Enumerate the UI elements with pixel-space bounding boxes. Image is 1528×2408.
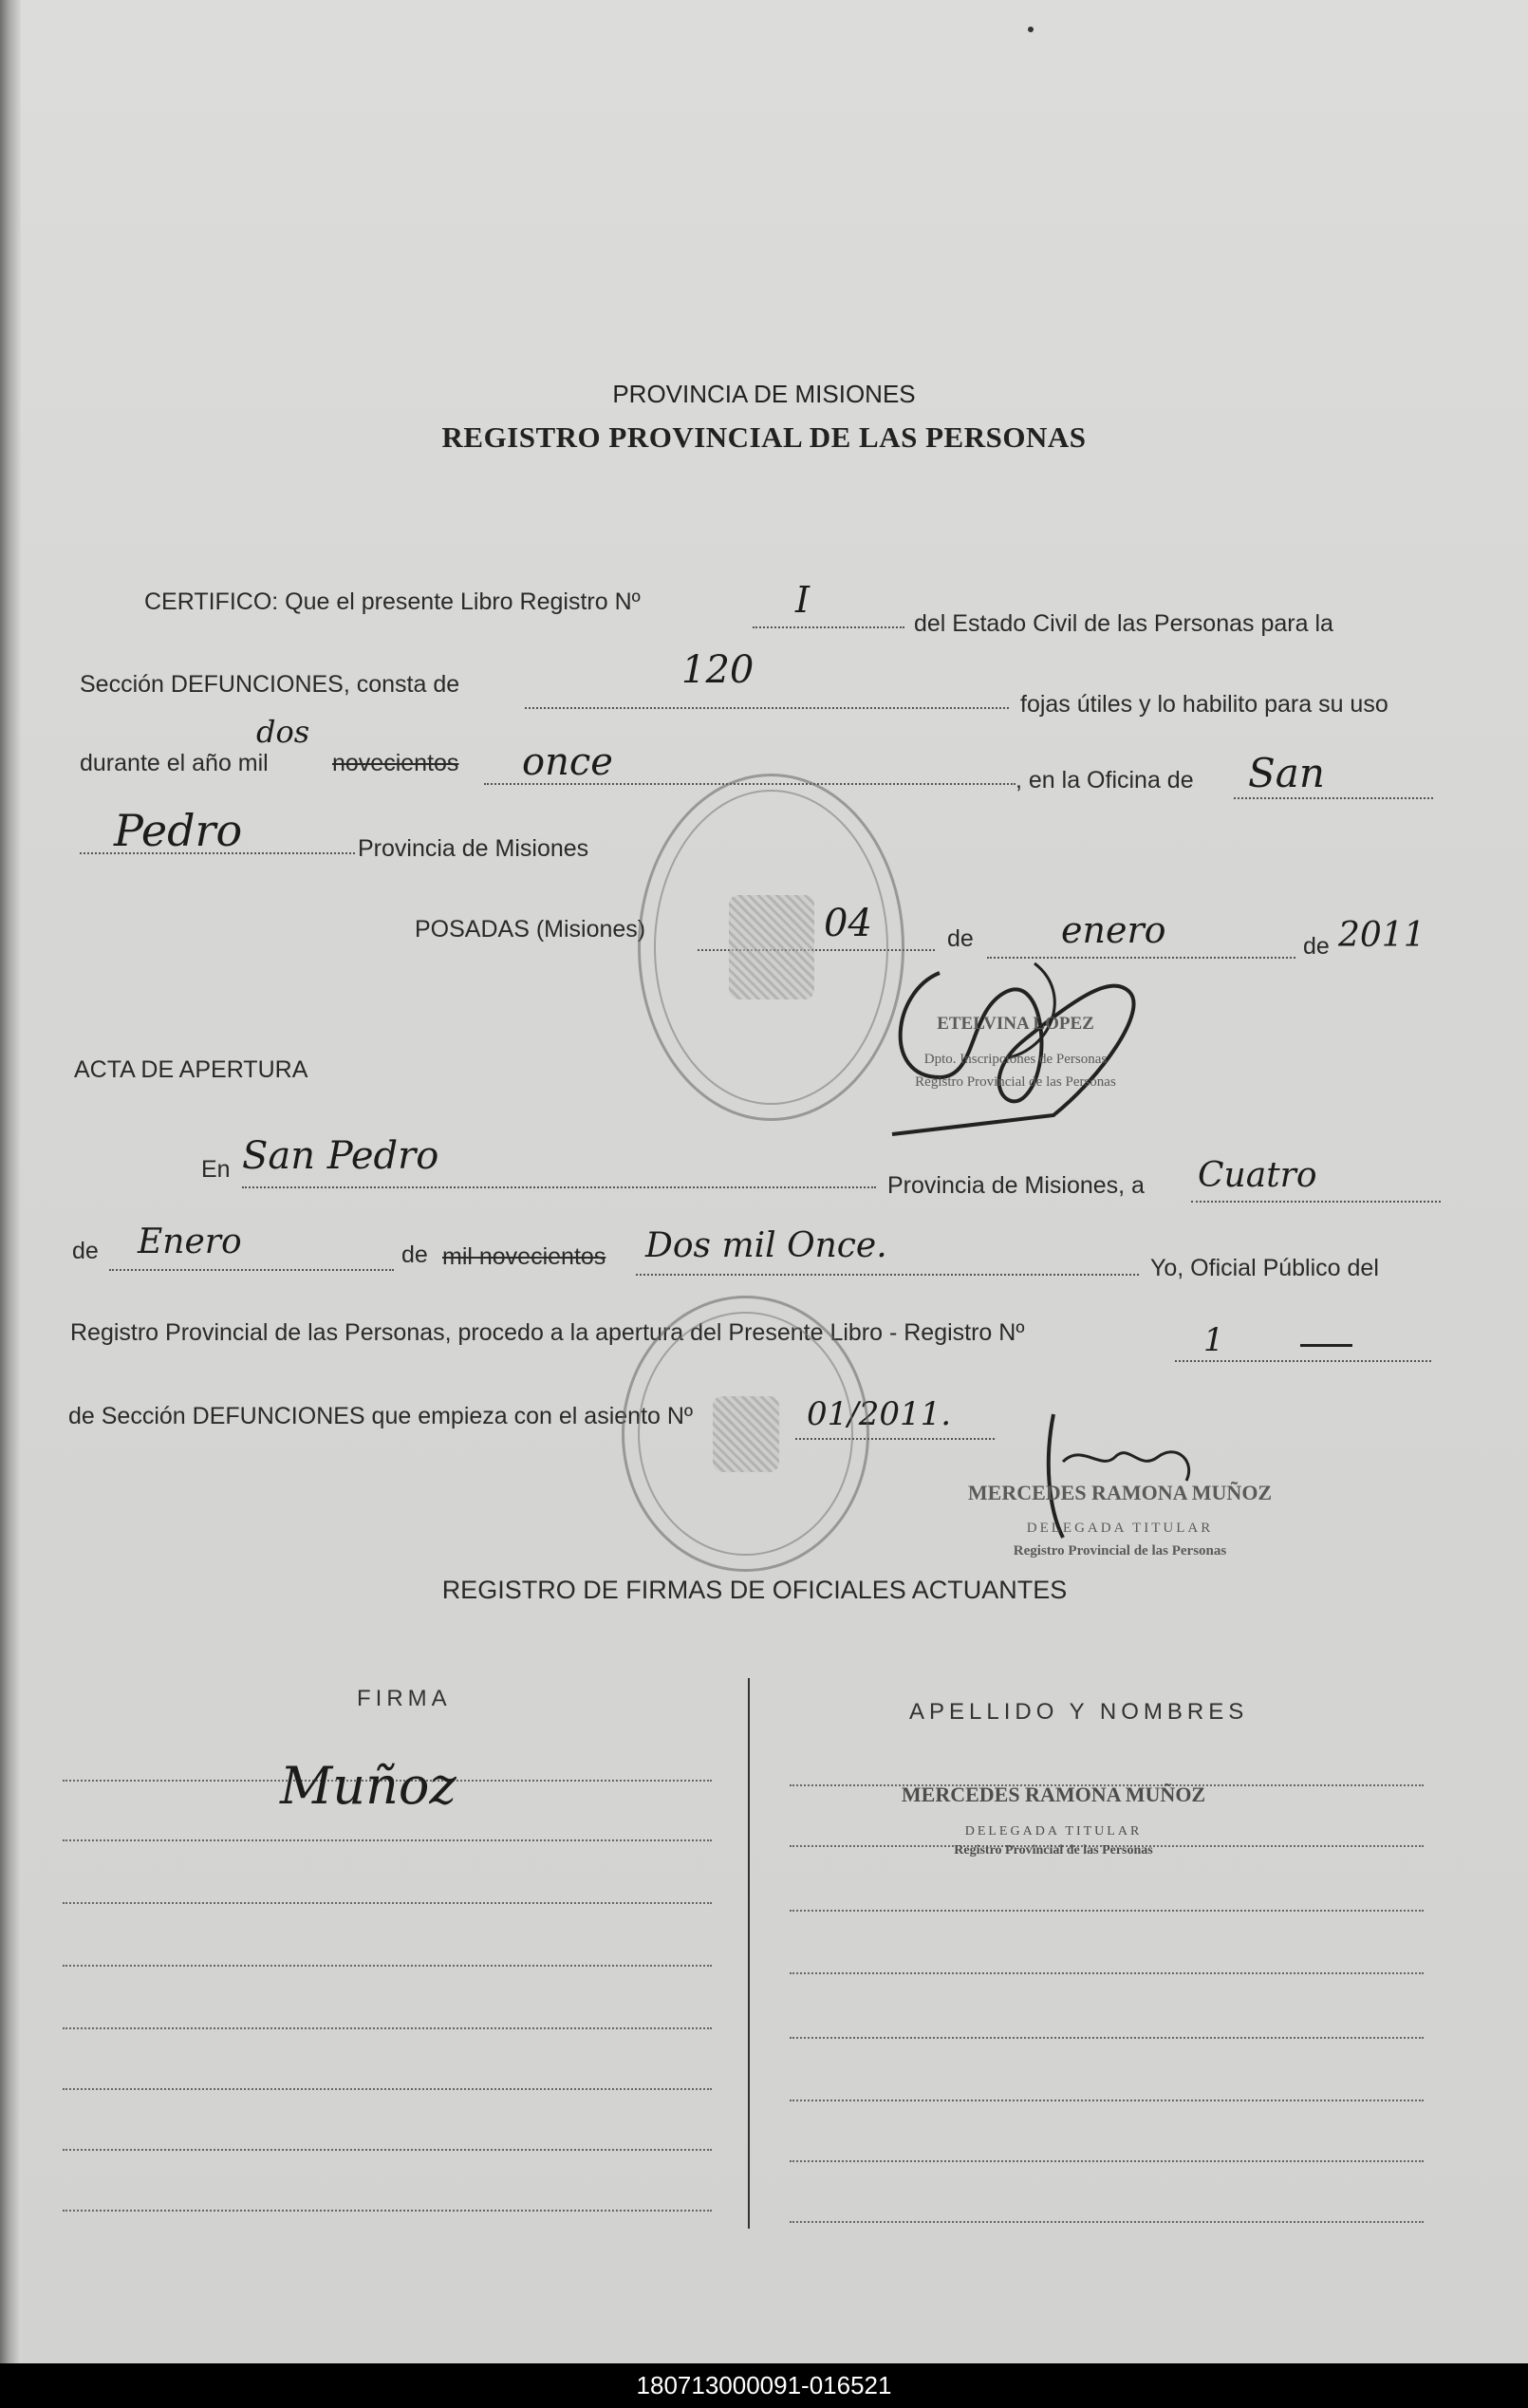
signature-scribble-1 <box>864 935 1177 1144</box>
signatory-1-name: ETELVINA LOPEZ <box>937 1014 1094 1034</box>
cert-line2-label: Sección DEFUNCIONES, consta de <box>80 671 460 698</box>
de-label-2: de <box>1303 933 1330 960</box>
book-number-handwritten: I <box>795 579 811 621</box>
cert-line1-label: CERTIFICO: Que el presente Libro Registro Nº <box>144 588 641 615</box>
apertura-title: ACTA DE APERTURA <box>74 1056 308 1083</box>
dotted-line <box>1191 1201 1441 1203</box>
apertura-de-label-1: de <box>72 1238 99 1264</box>
dotted-line <box>109 1269 394 1271</box>
cert-line3-label: durante el año mil <box>80 750 269 776</box>
nombres-row-line <box>790 2160 1424 2162</box>
dotted-line <box>242 1186 876 1188</box>
month-handwritten: enero <box>1061 909 1166 951</box>
place-label: POSADAS (Misiones) <box>415 916 646 943</box>
document-id-footer: 180713000091-016521 <box>0 2363 1528 2408</box>
column-divider <box>748 1678 750 2229</box>
firma-row-line <box>63 1965 712 1967</box>
firma-row-line <box>63 2027 712 2029</box>
apertura-day-handwritten: Cuatro <box>1198 1156 1317 1195</box>
apertura-month-handwritten: Enero <box>138 1223 242 1261</box>
firma-row-line <box>63 2088 712 2090</box>
firma-row-line <box>63 2210 712 2212</box>
name-stamp-line3: Registro Provincial de las Personas <box>954 1843 1153 1857</box>
page-edge-shadow <box>0 0 21 2363</box>
firma-signature-handwritten: Muñoz <box>280 1756 457 1816</box>
dotted-line <box>1175 1360 1431 1362</box>
firmas-title: REGISTRO DE FIRMAS DE OFICIALES ACTUANTES <box>441 1576 1068 1604</box>
signatory-2-registry: Registro Provincial de las Personas <box>1013 1543 1227 1559</box>
apertura-de-label-2: de <box>401 1241 428 1268</box>
dotted-line <box>636 1274 1139 1276</box>
column-header-firma: FIRMA <box>357 1686 452 1711</box>
nombres-row-line <box>790 1972 1424 1974</box>
apertura-province-label: Provincia de Misiones, a <box>887 1172 1145 1199</box>
folios-handwritten: 120 <box>681 648 755 692</box>
signatory-1-role: Dpto. Inscripciones de Personas <box>923 1052 1108 1067</box>
apertura-year-handwritten: Dos mil Once. <box>645 1226 887 1265</box>
cert-line2-suffix: fojas útiles y lo habilito para su uso <box>1020 691 1388 718</box>
office-handwritten-1: San <box>1248 750 1325 796</box>
nombres-row-line <box>790 2037 1424 2039</box>
apertura-book-handwritten: 1 <box>1203 1321 1224 1359</box>
nombres-row-line <box>790 2221 1424 2223</box>
province-heading: PROVINCIA DE MISIONES <box>612 380 916 408</box>
signatory-2-name: MERCEDES RAMONA MUÑOZ <box>967 1481 1273 1504</box>
firma-row-line <box>63 1839 712 1841</box>
cert-line4-label: Provincia de Misiones <box>358 835 589 862</box>
nombres-row-line <box>790 1910 1424 1912</box>
cert-line1-suffix: del Estado Civil de las Personas para la <box>914 610 1333 637</box>
century-struck-text: novecientos <box>332 750 459 776</box>
nombres-row-line <box>790 2100 1424 2101</box>
registry-heading: REGISTRO PROVINCIAL DE LAS PERSONAS <box>441 420 1087 454</box>
firma-row-line <box>63 2149 712 2151</box>
year-end-handwritten: 2011 <box>1338 916 1426 955</box>
name-stamp-line1: MERCEDES RAMONA MUÑOZ <box>901 1783 1206 1806</box>
signatory-2-role: DELEGADA TITULAR <box>1026 1521 1214 1536</box>
apertura-place-handwritten: San Pedro <box>242 1134 439 1178</box>
office-handwritten-2: Pedro <box>114 805 243 856</box>
firma-row-line <box>63 1902 712 1904</box>
apertura-struck-text: mil novecientos <box>442 1243 606 1270</box>
year-handwritten: once <box>522 740 613 784</box>
apertura-entry-handwritten: 01/2011. <box>807 1395 952 1433</box>
cert-line3-suffix: , en la Oficina de <box>1016 767 1194 793</box>
dotted-line <box>1234 797 1433 799</box>
name-stamp-line2: DELEGADA TITULAR <box>964 1824 1143 1839</box>
century-handwritten: dos <box>256 714 310 750</box>
day-handwritten: 04 <box>824 902 872 945</box>
apertura-en-label: En <box>201 1156 231 1183</box>
dotted-line <box>525 707 1009 709</box>
signatory-1-registry: Registro Provincial de las Personas <box>915 1074 1116 1090</box>
dotted-line <box>753 626 904 628</box>
ink-dash <box>1300 1344 1352 1347</box>
apertura-line4-label: de Sección DEFUNCIONES que empieza con el asiento Nº <box>68 1403 694 1429</box>
official-seal-2 <box>622 1296 869 1572</box>
de-label-1: de <box>947 925 974 952</box>
ink-dot <box>1028 27 1034 32</box>
column-header-nombres: APELLIDO Y NOMBRES <box>909 1699 1249 1725</box>
apertura-officer-label: Yo, Oficial Público del <box>1150 1255 1379 1281</box>
apertura-line3-label: Registro Provincial de las Personas, procedo a la apertura del Presente Libro - Registro Nº <box>70 1319 1025 1346</box>
